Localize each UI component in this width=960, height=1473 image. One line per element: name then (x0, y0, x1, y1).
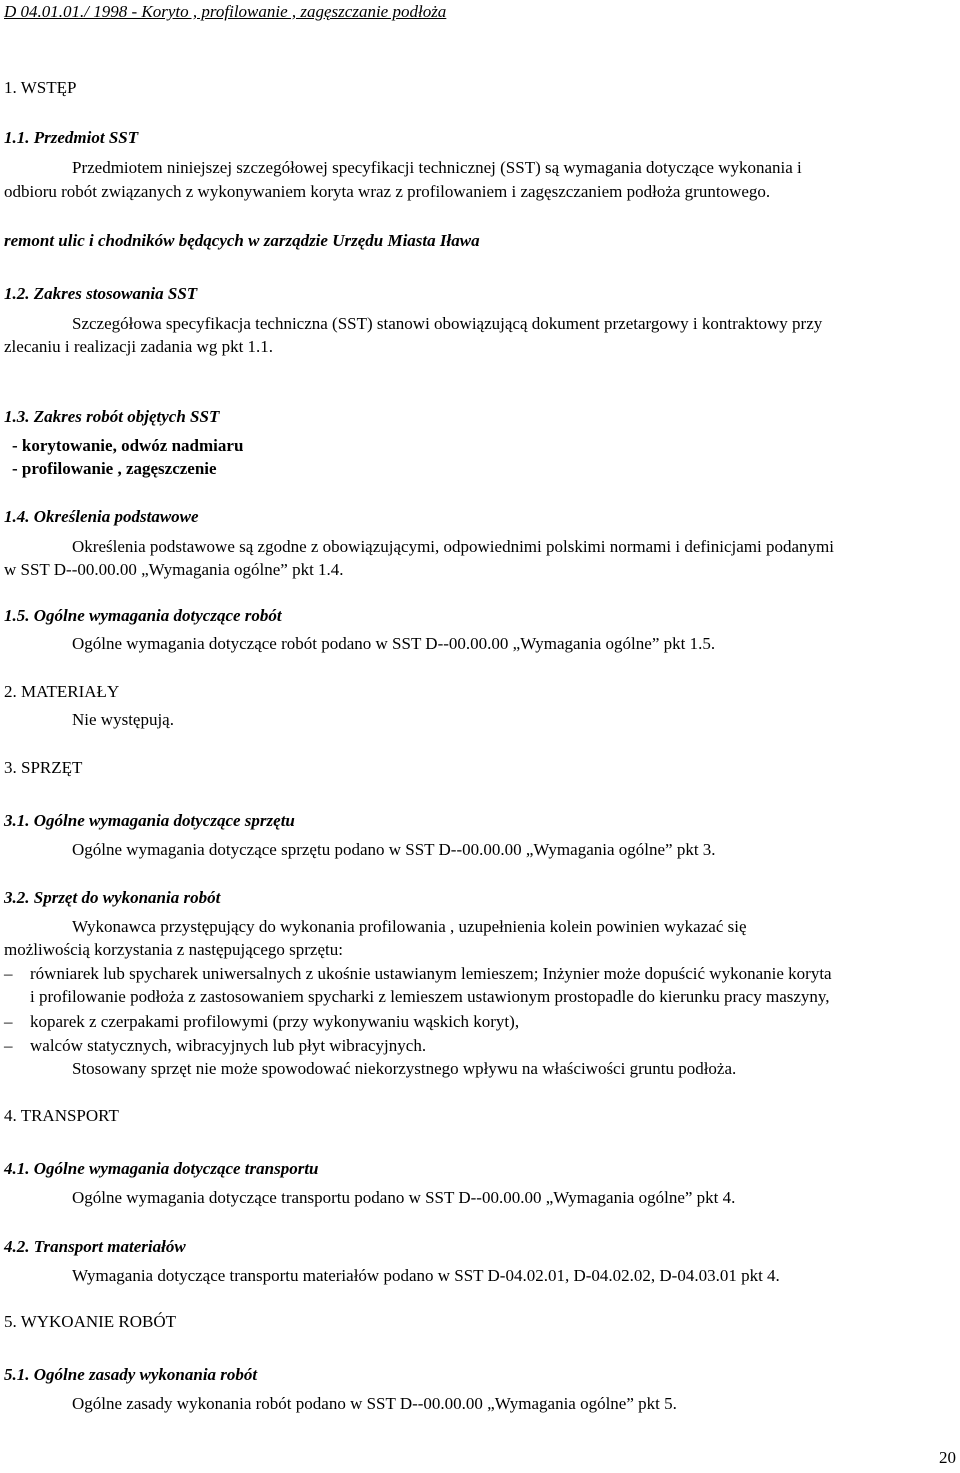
section-3-2-paragraph-line-3: Stosowany sprzęt nie może spowodować niekorzystnego wpływu na właściwości gruntu podłoża. (72, 1059, 737, 1078)
section-1-4-heading: 1.4. Określenia podstawowe (4, 507, 199, 526)
section-2-heading: 2. MATERIAŁY (4, 682, 120, 701)
section-1-1-paragraph-line-2: odbioru robót związanych z wykonywaniem koryta wraz z profilowaniem i zagęszczaniem podłoża gruntowego. (4, 182, 771, 201)
section-4-heading: 4. TRANSPORT (4, 1106, 119, 1125)
section-4-2-heading: 4.2. Transport materiałów (4, 1237, 186, 1256)
section-4-1-paragraph: Ogólne wymagania dotyczące transportu podano w SST D--00.00.00 „Wymagania ogólne” pkt 4. (72, 1188, 736, 1207)
section-1-2-heading: 1.2. Zakres stosowania SST (4, 284, 198, 303)
section-4-2-paragraph: Wymagania dotyczące transportu materiałów podano w SST D-04.02.01, D-04.02.02, D-04.03.01 pkt 4. (72, 1266, 780, 1285)
scope-item-1: - korytowanie, odwóz nadmiaru (12, 436, 244, 455)
bullet-dash: – (4, 1036, 13, 1055)
section-3-1-heading: 3.1. Ogólne wymagania dotyczące sprzętu (4, 811, 295, 830)
section-3-heading: 3. SPRZĘT (4, 758, 83, 777)
section-1-1-paragraph-line-1: Przedmiotem niniejszej szczegółowej specyfikacji technicznej (SST) są wymagania dotyczące wykonania i (72, 158, 802, 177)
section-1-4-paragraph-line-1: Określenia podstawowe są zgodne z obowiązującymi, odpowiednimi polskimi normami i definicjami podanymi (72, 537, 834, 556)
section-5-heading: 5. WYKOANIE ROBÓT (4, 1312, 177, 1331)
section-2-paragraph: Nie występują. (72, 710, 174, 729)
section-3-2-heading: 3.2. Sprzęt do wykonania robót (4, 888, 221, 907)
section-3-2-paragraph-line-2: możliwością korzystania z następującego sprzętu: (4, 940, 343, 959)
section-1-2-paragraph-line-2: zlecaniu i realizacji zadania wg pkt 1.1. (4, 337, 274, 356)
section-1-3-heading: 1.3. Zakres robót objętych SST (4, 407, 220, 426)
section-1-2-paragraph-line-1: Szczegółowa specyfikacja techniczna (SST) stanowi obowiązującą dokument przetargowy i kontraktowy przy (72, 314, 823, 333)
section-1-heading: 1. WSTĘP (4, 78, 77, 97)
scope-item-2: - profilowanie , zagęszczenie (12, 459, 217, 478)
document-header: D 04.01.01./ 1998 - Koryto , profilowanie , zagęszczanie podłoża (4, 2, 447, 21)
section-1-4-paragraph-line-2: w SST D--00.00.00 „Wymagania ogólne” pkt 1.4. (4, 560, 344, 579)
section-3-2-paragraph-line-1: Wykonawca przystępujący do wykonania profilowania , uzupełnienia kolein powinien wykazać się (72, 917, 747, 936)
project-note: remont ulic i chodników będących w zarządzie Urzędu Miasta Iława (4, 231, 480, 250)
equipment-item-3: walców statycznych, wibracyjnych lub płyt wibracyjnych. (30, 1036, 427, 1055)
section-1-5-heading: 1.5. Ogólne wymagania dotyczące robót (4, 606, 282, 625)
page-number: 20 (939, 1448, 956, 1467)
section-5-1-heading: 5.1. Ogólne zasady wykonania robót (4, 1365, 258, 1384)
section-1-1-heading: 1.1. Przedmiot SST (4, 128, 139, 147)
section-5-1-paragraph: Ogólne zasady wykonania robót podano w SST D--00.00.00 „Wymagania ogólne” pkt 5. (72, 1394, 677, 1413)
equipment-item-1-line-2: i profilowanie podłoża z zastosowaniem spycharki z lemieszem ustawionym prostopadle do kierunku pracy maszyny, (30, 987, 830, 1006)
equipment-item-1-line-1: równiarek lub spycharek uniwersalnych z ukośnie ustawianym lemieszem; Inżynier może dopuścić wykonanie koryta (30, 964, 832, 983)
equipment-item-2: koparek z czerpakami profilowymi (przy wykonywaniu wąskich koryt), (30, 1012, 520, 1031)
bullet-dash: – (4, 964, 13, 983)
section-1-5-paragraph: Ogólne wymagania dotyczące robót podano w SST D--00.00.00 „Wymagania ogólne” pkt 1.5. (72, 634, 716, 653)
bullet-dash: – (4, 1012, 13, 1031)
section-4-1-heading: 4.1. Ogólne wymagania dotyczące transportu (4, 1159, 319, 1178)
section-3-1-paragraph: Ogólne wymagania dotyczące sprzętu podano w SST D--00.00.00 „Wymagania ogólne” pkt 3. (72, 840, 716, 859)
